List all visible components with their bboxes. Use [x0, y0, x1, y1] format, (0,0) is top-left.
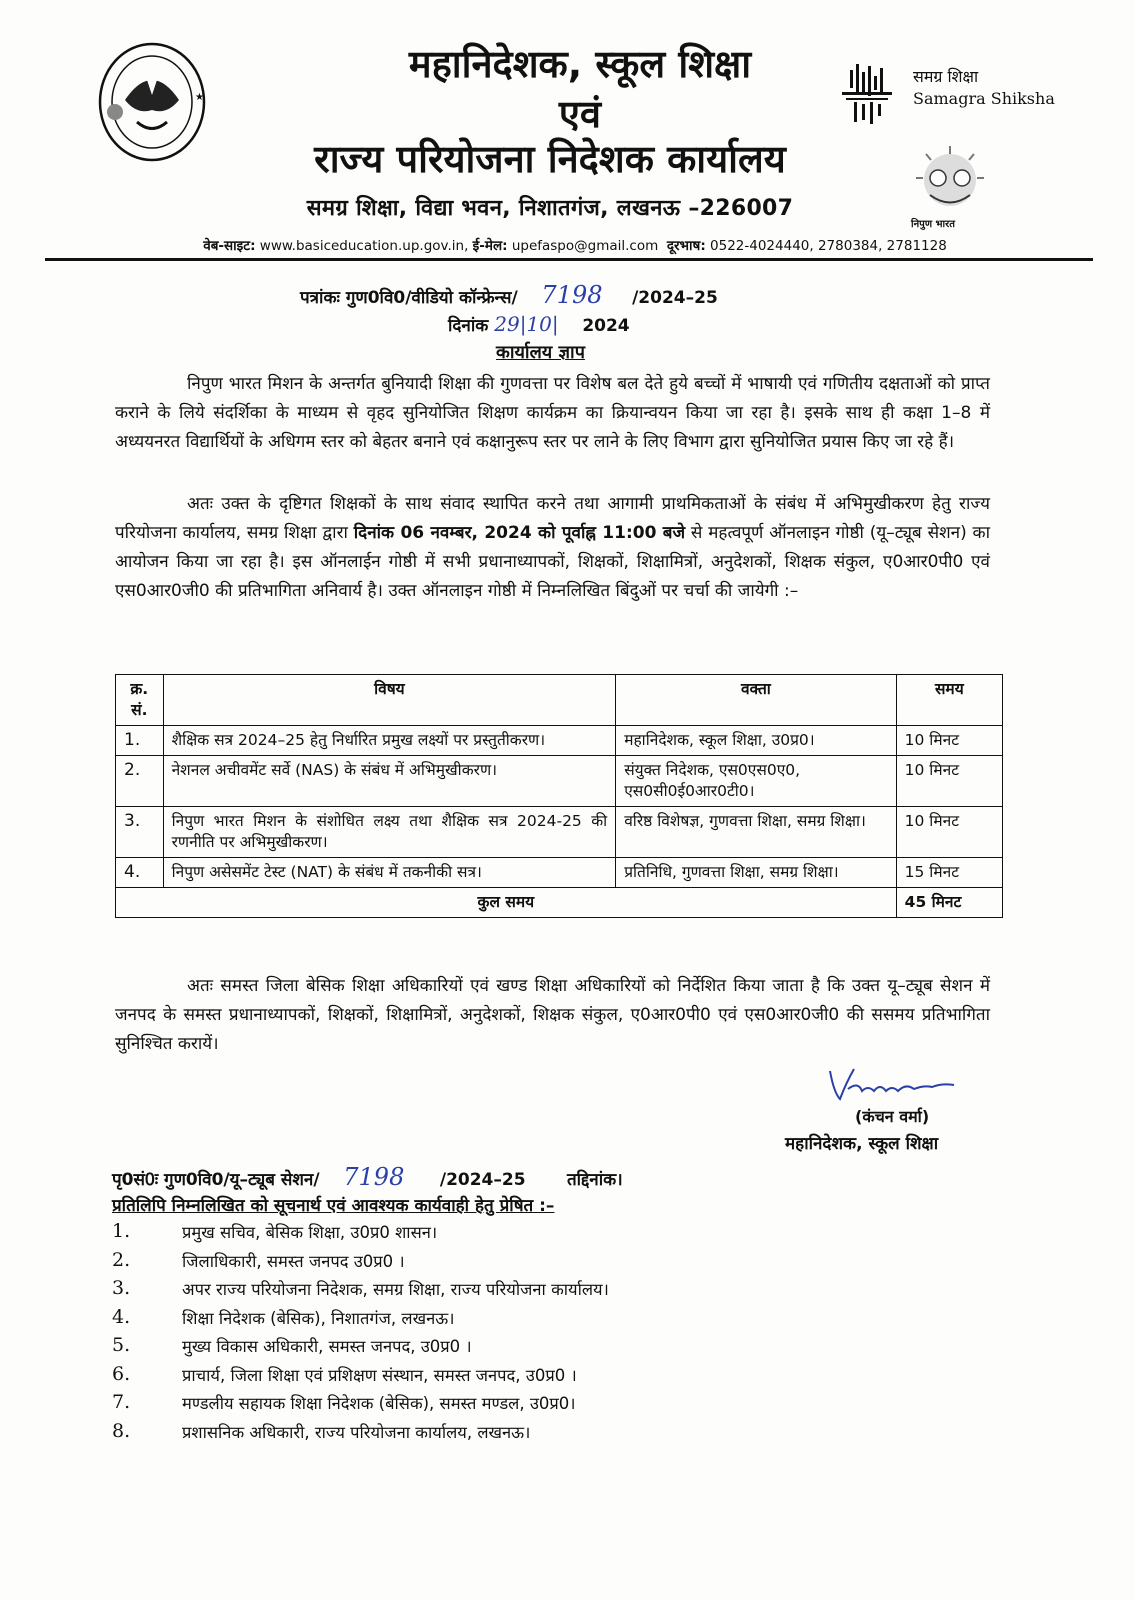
list-item	[112, 1334, 609, 1363]
list-item	[112, 1363, 609, 1392]
nipun-bharat-label: निपुण भारत	[911, 219, 955, 230]
date-label: दिनांक	[448, 316, 489, 336]
table-header-row	[116, 675, 1003, 726]
list-item	[112, 1220, 609, 1249]
list-text: प्रशासनिक अधिकारी, राज्य परियोजना कार्यालय, लखनऊ।	[182, 1422, 531, 1442]
list-number: 3.	[112, 1277, 131, 1299]
total-value: 45 मिनट	[896, 888, 1002, 918]
table-row	[116, 756, 1003, 807]
heading-line-2: एवं	[558, 92, 602, 136]
list-item	[112, 1306, 609, 1335]
table-row	[116, 807, 1003, 858]
row-speaker: महानिदेशक, स्कूल शिक्षा, उ0प्र0।	[616, 726, 896, 756]
list-text: मुख्य विकास अधिकारी, समस्त जनपद, उ0प्र0 ।	[182, 1337, 472, 1356]
samagra-en: Samagra Shiksha	[913, 89, 1055, 108]
list-number: 8.	[112, 1419, 131, 1442]
contact-line	[150, 236, 1000, 254]
website-label: वेब-साइट:	[203, 238, 256, 254]
copy-ref-prefix: पृ0सं0ः गुण0वि0/यू–ट्यूब सेशन/	[112, 1170, 320, 1190]
row-subject: निपुण भारत मिशन के संशोधित लक्ष्य तथा शैक्षिक सत्र 2024-25 की रणनीति पर अभिमुखीकरण।	[163, 807, 616, 858]
list-text: प्राचार्य, जिला शिक्षा एवं प्रशिक्षण संस्थान, समस्त जनपद, उ0प्र0 ।	[182, 1365, 577, 1385]
row-sn: 3.	[116, 807, 164, 858]
copy-reference	[112, 1163, 623, 1191]
paragraph-1	[115, 370, 990, 457]
list-text: मण्डलीय सहायक शिक्षा निदेशक (बेसिक), समस्त मण्डल, उ0प्र0।	[182, 1394, 576, 1413]
paragraph-3-text: अतः समस्त जिला बेसिक शिक्षा अधिकारियों एवं खण्ड शिक्षा अधिकारियों को निर्देशित किया जाता है कि उक्त यू–ट्यूब सेशन में जनपद के समस्त प्रधानाध्यापकों, शिक्षकों, शिक्षामित्रों, अनुदेशकों, शिक्षक संकुल, ए0आर0पी0 एवं एस0आर0जी0 की ससमय प्रतिभागिता सुनिश्चित करायें।	[115, 976, 990, 1054]
row-time: 10 मिनट	[896, 807, 1002, 858]
copy-list	[112, 1220, 609, 1448]
memo-title: कार्यालय ज्ञाप	[496, 342, 585, 363]
letter-reference	[300, 281, 718, 309]
row-time: 10 मिनट	[896, 726, 1002, 756]
copy-ref-year: /2024–25	[439, 1170, 526, 1190]
office-address: समग्र शिक्षा, विद्या भवन, निशातगंज, लखनऊ –226007	[306, 196, 794, 221]
paragraph-2-part1: अतः उक्त के दृष्टिगत शिक्षकों के साथ संवाद स्थापित करने तथा आगामी प्राथमिकताओं के संबंध में अभिमुखीकरण हेतु राज्य परियोजना कार्यालय, समग्र शिक्षा द्वारा	[115, 494, 990, 543]
signature-scribble	[828, 1063, 958, 1103]
paragraph-2	[115, 490, 990, 606]
row-sn: 4.	[116, 858, 164, 888]
email: upefaspo@gmail.com	[511, 238, 659, 254]
row-subject: शैक्षिक सत्र 2024–25 हेतु निर्धारित प्रमुख लक्ष्यों पर प्रस्तुतीकरण।	[163, 726, 616, 756]
list-item	[112, 1391, 609, 1420]
header-divider	[45, 258, 1093, 261]
header-speaker: वक्ता	[616, 675, 896, 726]
row-time: 15 मिनट	[896, 858, 1002, 888]
list-number: 7.	[112, 1391, 131, 1413]
row-sn: 1.	[116, 726, 164, 756]
paragraph-2-bold-date: दिनांक 06 नवम्बर, 2024 को पूर्वाह्न 11:00 बजे	[353, 523, 686, 543]
table-row	[116, 858, 1003, 888]
phone-label: दूरभाष:	[666, 238, 706, 254]
list-text: शिक्षा निदेशक (बेसिक), निशातगंज, लखनऊ।	[182, 1308, 455, 1328]
copy-title: प्रतिलिपि निम्नलिखित को सूचनार्थ एवं आवश्यक कार्यवाही हेतु प्रेषित :–	[112, 1196, 555, 1216]
paragraph-3	[115, 972, 990, 1059]
ref-prefix: पत्रांकः गुण0वि0/वीडियो कॉन्फ्रेन्स/	[300, 288, 518, 308]
list-text: प्रमुख सचिव, बेसिक शिक्षा, उ0प्र0 शासन।	[182, 1223, 438, 1242]
date-handwritten: 29|10|	[494, 312, 559, 336]
copy-ref-number-handwritten: 7198	[343, 1163, 405, 1191]
letter-date	[448, 312, 630, 336]
list-item	[112, 1420, 609, 1449]
date-year: 2024	[582, 316, 630, 336]
phone: 0522-4024440, 2780384, 2781128	[710, 238, 947, 254]
paragraph-2-part2: से महत्वपूर्ण ऑनलाइन गोष्ठी (यू–ट्यूब सेशन) का आयोजन किया जा रहा है। इस ऑनलाईन गोष्ठी में सभी प्रधानाध्यापकों, शिक्षकों, शिक्षामित्रों, अनुदेशकों, शिक्षक संकुल, ए0आर0पी0 एवं एस0आर0जी0 की प्रतिभागिता अनिवार्य है। उक्त ऑनलाइन गोष्ठी में निम्नलिखित बिंदुओं पर चर्चा की जायेगी :–	[115, 523, 991, 601]
signatory-name: (कंचन वर्मा)	[855, 1107, 930, 1126]
table-row	[116, 726, 1003, 756]
row-speaker: वरिष्ठ विशेषज्ञ, गुणवत्ता शिक्षा, समग्र शिक्षा।	[616, 807, 896, 858]
signatory-designation: महानिदेशक, स्कूल शिक्षा	[785, 1134, 939, 1154]
row-subject: निपुण असेसमेंट टेस्ट (NAT) के संबंध में तकनीकी सत्र।	[163, 858, 616, 888]
list-item	[112, 1249, 609, 1278]
list-number: 4.	[112, 1305, 131, 1328]
samagra-hi: समग्र शिक्षा	[913, 67, 979, 86]
svg-text:★: ★	[195, 92, 204, 103]
session-schedule-table	[115, 674, 1003, 918]
copy-ref-suffix: तद्दिनांक।	[566, 1170, 623, 1190]
heading-line-3: राज्य परियोजना निदेशक कार्यालय	[314, 137, 786, 181]
table-total-row	[116, 888, 1003, 918]
header-time: समय	[896, 675, 1002, 726]
list-number: 1.	[112, 1220, 131, 1242]
email-label: ई-मेल:	[472, 238, 508, 254]
list-text: अपर राज्य परियोजना निदेशक, समग्र शिक्षा, राज्य परियोजना कार्यालय।	[182, 1280, 609, 1299]
header-sn: क्र. सं.	[116, 675, 164, 726]
up-government-emblem	[97, 40, 207, 170]
list-number: 2.	[112, 1248, 131, 1271]
paragraph-1-text: निपुण भारत मिशन के अन्तर्गत बुनियादी शिक्षा की गुणवत्ता पर विशेष बल देते हुये बच्चों में भाषायी एवं गणितीय दक्षताओं को प्राप्त कराने के लिये संदर्शिका के माध्यम से वृहद सुनियोजित शिक्षण कार्यक्रम का क्रियान्वयन किया जा रहा है। इसके साथ ही कक्षा 1–8 में अध्ययनरत विद्यार्थियों के अधिगम स्तर को बेहतर बनाने एवं कक्षानुरूप स्तर पर लाने के लिए विभाग द्वारा सुनियोजित प्रयास किए जा रहे हैं।	[115, 374, 990, 452]
heading-line-1: महानिदेशक, स्कूल शिक्षा	[408, 42, 752, 86]
row-speaker: प्रतिनिधि, गुणवत्ता शिक्षा, समग्र शिक्षा।	[616, 858, 896, 888]
samagra-shiksha-label	[913, 66, 1055, 110]
list-text: जिलाधिकारी, समस्त जनपद उ0प्र0 ।	[182, 1251, 405, 1271]
ref-number-handwritten: 7198	[541, 281, 603, 309]
list-number: 6.	[112, 1362, 131, 1385]
header-subject: विषय	[163, 675, 616, 726]
list-item	[112, 1277, 609, 1306]
row-speaker: संयुक्त निदेशक, एस0एस0ए0, एस0सी0ई0आर0टी0।	[616, 756, 896, 807]
row-subject: नेशनल अचीवमेंट सर्वे (NAS) के संबंध में अभिमुखीकरण।	[163, 756, 616, 807]
website: www.basiceducation.up.gov.in,	[259, 238, 469, 254]
total-label: कुल समय	[116, 888, 897, 918]
list-number: 5.	[112, 1334, 131, 1356]
row-time: 10 मिनट	[896, 756, 1002, 807]
row-sn: 2.	[116, 756, 164, 807]
ref-year: /2024–25	[632, 288, 718, 308]
